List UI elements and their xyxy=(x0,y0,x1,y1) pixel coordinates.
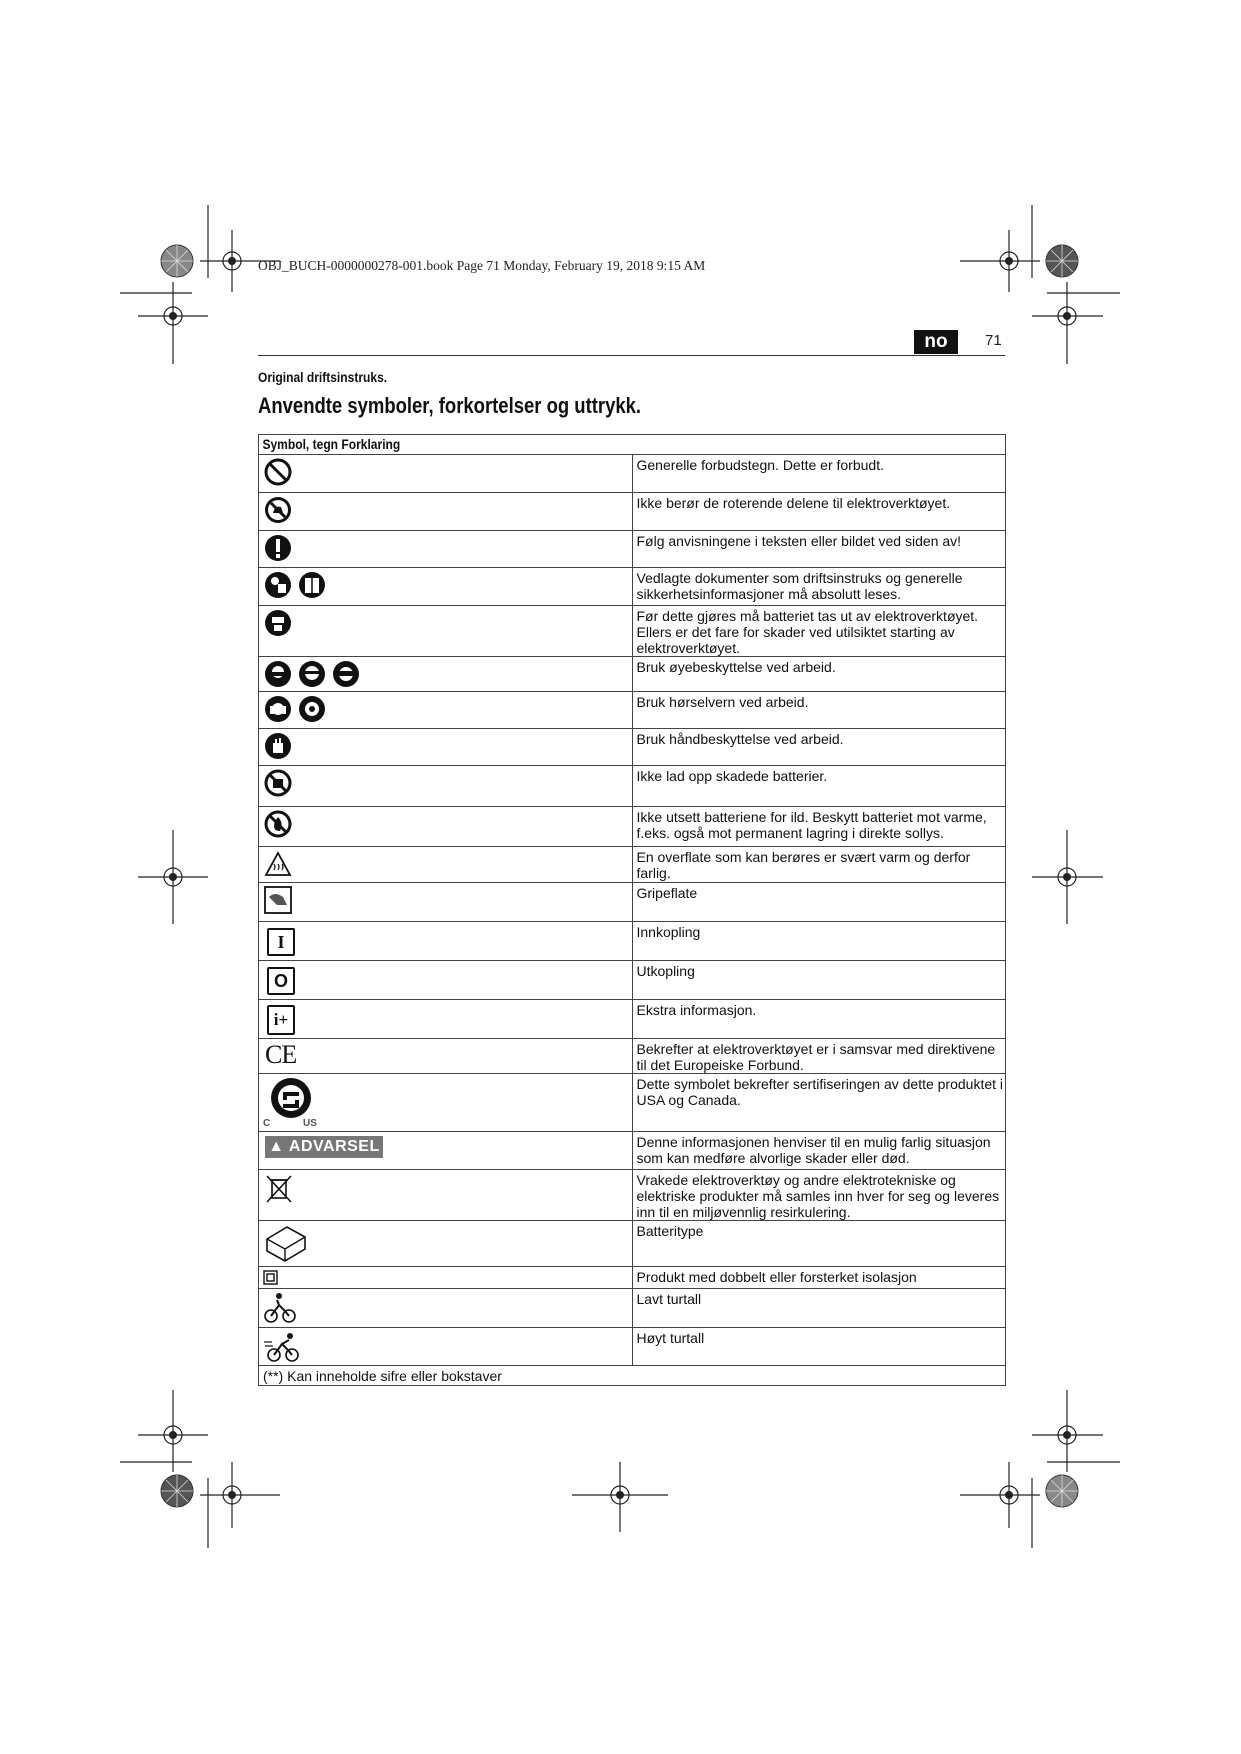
row-text: Følg anvisningene i teksten eller bildet ved siden av! xyxy=(632,531,1006,568)
safety-glasses-icon xyxy=(263,659,293,689)
row-text: Bruk håndbeskyttelse ved arbeid. xyxy=(632,729,1006,766)
no-fire-battery-icon xyxy=(263,809,293,839)
table-row xyxy=(259,922,1006,961)
csa-us-label: US xyxy=(303,1118,317,1129)
remove-battery-icon xyxy=(263,608,293,638)
read-manual-icon xyxy=(263,570,293,600)
warning-label-icon: ▲ ADVARSEL xyxy=(265,1136,383,1158)
row-text: Batteritype xyxy=(632,1221,1006,1267)
low-speed-cyclist-icon xyxy=(263,1291,297,1325)
row-text: Ikke berør de roterende delene til elektroverktøyet. xyxy=(632,493,1006,531)
table-row xyxy=(259,1328,1006,1366)
table-footnote: (**) Kan inneholde sifre eller bokstaver xyxy=(263,1368,502,1384)
document-subtitle: Original driftsinstruks. xyxy=(258,369,388,385)
row-text: Dette symbolet bekrefter sertifiseringen av dette produktet i USA og Canada. xyxy=(632,1074,1006,1132)
do-not-touch-rotating-icon xyxy=(263,495,293,525)
table-row xyxy=(259,1267,1006,1289)
table-row xyxy=(259,807,1006,847)
table-row xyxy=(259,961,1006,1000)
power-off-icon: O xyxy=(267,967,295,995)
row-text: Lavt turtall xyxy=(632,1289,1006,1328)
row-text: Generelle forbudstegn. Dette er forbudt. xyxy=(632,455,1006,493)
table-header: Symbol, tegn Forklaring xyxy=(262,436,401,452)
weee-bin-icon xyxy=(263,1172,295,1204)
row-text: En overflate som kan berøres er svært varm og derfor farlig. xyxy=(632,847,1006,883)
language-tab: no xyxy=(914,330,958,354)
table-row xyxy=(259,692,1006,729)
row-text: Innkopling xyxy=(632,922,1006,961)
ce-mark-icon: CE xyxy=(265,1040,297,1069)
table-row xyxy=(259,493,1006,531)
high-speed-cyclist-icon xyxy=(263,1330,303,1364)
table-row xyxy=(259,883,1006,922)
symbol-table xyxy=(258,434,1006,1386)
row-text: Utkopling xyxy=(632,961,1006,1000)
row-text: Ikke utsett batteriene for ild. Beskytt batteriet mot varme, f.eks. også mot permanent lagring i direkte sollys. xyxy=(632,807,1006,847)
row-text: Vrakede elektroverktøy og andre elektrotekniske og elektriske produkter må samles inn hver for seg og leveres inn til en miljøvennlig resirkulering. xyxy=(632,1170,1006,1221)
row-text: Vedlagte dokumenter som driftsinstruks og generelle sikkerhetsinformasjoner må absolutt leses. xyxy=(632,568,1006,606)
grip-surface-icon xyxy=(263,885,293,915)
double-insulation-icon xyxy=(263,1269,279,1285)
info-plus-icon: i+ xyxy=(267,1005,295,1035)
row-text: Bruk øyebeskyttelse ved arbeid. xyxy=(632,657,1006,692)
header-rule xyxy=(258,355,1005,356)
csa-mark-icon xyxy=(259,1074,329,1130)
battery-type-icon xyxy=(263,1223,309,1265)
row-text: Ikke lad opp skadede batterier. xyxy=(632,766,1006,807)
table-row xyxy=(259,1221,1006,1267)
hand-protection-icon xyxy=(263,731,293,761)
row-text: Produkt med dobbelt eller forsterket isolasjon xyxy=(632,1267,1006,1289)
section-title: Anvendte symboler, forkortelser og uttrykk. xyxy=(258,393,642,418)
table-row xyxy=(259,657,1006,692)
table-row xyxy=(259,568,1006,606)
row-text: Ekstra informasjon. xyxy=(632,1000,1006,1039)
table-row xyxy=(259,1000,1006,1039)
power-on-icon: I xyxy=(267,928,295,956)
table-row xyxy=(259,729,1006,766)
hot-surface-icon xyxy=(263,849,293,879)
ear-muffs-icon xyxy=(263,694,293,724)
prohibition-icon xyxy=(263,457,293,487)
exclamation-icon xyxy=(263,533,293,563)
row-text: Bekrefter at elektroverktøyet er i samsvar med direktivene til det Europeiske Forbund. xyxy=(632,1039,1006,1074)
running-head: OBJ_BUCH-0000000278-001.book Page 71 Monday, February 19, 2018 9:15 AM xyxy=(258,258,706,273)
manual-book-icon xyxy=(297,570,327,600)
table-row xyxy=(259,606,1006,657)
row-text: Bruk hørselvern ved arbeid. xyxy=(632,692,1006,729)
row-text: Høyt turtall xyxy=(632,1328,1006,1366)
row-text: Gripeflate xyxy=(632,883,1006,922)
goggles-icon xyxy=(331,659,361,689)
ear-protection-icon xyxy=(297,694,327,724)
row-text: Denne informasjonen henviser til en mulig farlig situasjon som kan medføre alvorlige skader eller død. xyxy=(632,1132,1006,1170)
table-row xyxy=(259,766,1006,807)
warning-label-text: ADVARSEL xyxy=(288,1138,380,1155)
table-row xyxy=(259,1074,1006,1132)
table-header-row xyxy=(259,435,1006,455)
table-footer-row xyxy=(259,1366,1006,1386)
table-row xyxy=(259,1170,1006,1221)
page-number: 71 xyxy=(985,332,1002,349)
face-shield-icon xyxy=(297,659,327,689)
table-row xyxy=(259,455,1006,493)
table-row xyxy=(259,1289,1006,1328)
table-row xyxy=(259,1039,1006,1074)
table-row xyxy=(259,531,1006,568)
csa-c-label: C xyxy=(263,1118,271,1129)
table-row xyxy=(259,1132,1006,1170)
no-charge-damaged-battery-icon xyxy=(263,768,293,798)
table-row xyxy=(259,847,1006,883)
row-text: Før dette gjøres må batteriet tas ut av elektroverktøyet. Ellers er det fare for skader ved utilsiktet starting av elektroverktøyet. xyxy=(632,606,1006,657)
